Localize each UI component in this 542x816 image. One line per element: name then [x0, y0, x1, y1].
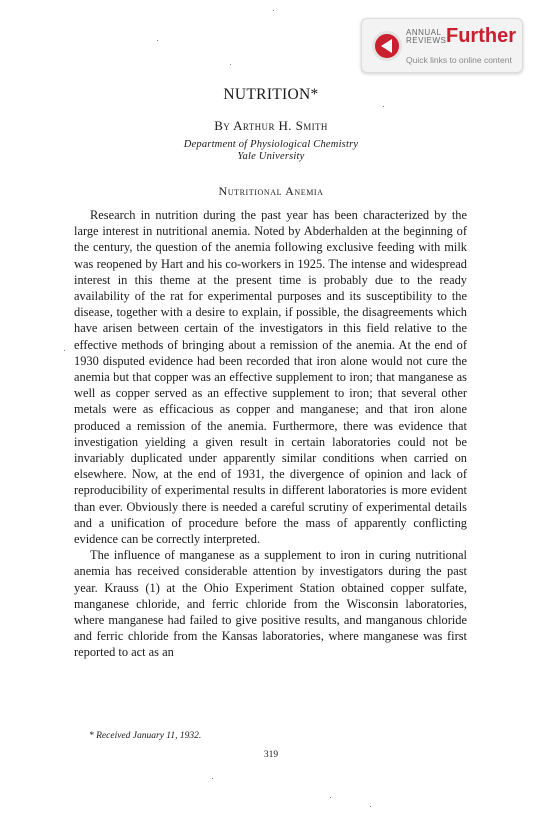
- author-byline: By Arthur H. Smith: [214, 118, 328, 133]
- paragraph: Research in nutrition during the past year has been characterized by the large interest in nutritional anemia. Noted by Abderhalden at the beginning of the century, the question of the anemia following exclusive feeding with milk was reopened by Hart and his co-workers in 1925. The intense and widespread interest in this theme at the present time is probably due to the ready availability of the rat for experimental purposes and its susceptibility to the disease, together with a desire to explain, if possible, the disagreements which have arisen between certain of the investigators in this field relative to the effective methods of bringing about a remission of the anemia. At the end of 1930 disputed evidence had been recorded that iron alone would not cure the anemia but that copper was an effective supplement to iron; that manganese as well as copper served as an effective supplement to iron; that several other metals were as efficacious as copper and manganese; and that iron alone produced a remission of the anemia. Furthermore, there was evidence that investigation yielding a given result in certain laboratories could not be invariably duplicated under apparently similar conditions when carried on elsewhere. Now, at the end of 1931, the divergence of opinion and lack of reproducibility of experimental results in different laboratories is more evident than ever. Obviously there is needed a careful scrutiny of experimental details and a unification of procedure before the mass of apparently conflicting evidence can be correctly interpreted.: [74, 208, 467, 547]
- author-affiliation: [0, 139, 542, 163]
- department: Department of Physiological Chemistry: [183, 139, 359, 150]
- scan-speck: [157, 40, 158, 41]
- article-title: NUTRITION*: [223, 86, 319, 103]
- publisher-name: ANNUAL REVIEWS: [406, 28, 447, 45]
- scan-speck: [212, 778, 213, 779]
- footnote-marker: *: [310, 86, 319, 103]
- brand-name: Further: [446, 25, 516, 47]
- section-heading: Nutritional Anemia: [218, 184, 324, 198]
- paragraph: The influence of manganese as a supplement to iron in curing nutritional anemia has received considerable attention by investigators during the past year. Krauss (1) at the Ohio Experiment Station obtained copper sulfate, manganese chloride, and ferric chloride from the Wisconsin laboratories, where manganese had failed to give positive results, and manganous chloride and ferric chloride from the Kansas laboratories, where manganese was first reported to act as an: [74, 548, 467, 660]
- article-body: [74, 207, 467, 661]
- scan-speck: [273, 10, 274, 11]
- scan-speck: [370, 806, 371, 807]
- scan-speck: [383, 106, 384, 107]
- scan-speck: [230, 64, 231, 65]
- scan-speck: [330, 797, 331, 798]
- page-number: 319: [263, 750, 279, 760]
- scan-speck: [64, 350, 65, 351]
- banner-tagline: Quick links to online content: [406, 55, 512, 65]
- university: Yale University: [237, 151, 305, 162]
- play-arrow-icon: [372, 31, 402, 61]
- annual-reviews-further-banner[interactable]: [361, 18, 523, 73]
- received-footnote: * Received January 11, 1932.: [89, 731, 202, 741]
